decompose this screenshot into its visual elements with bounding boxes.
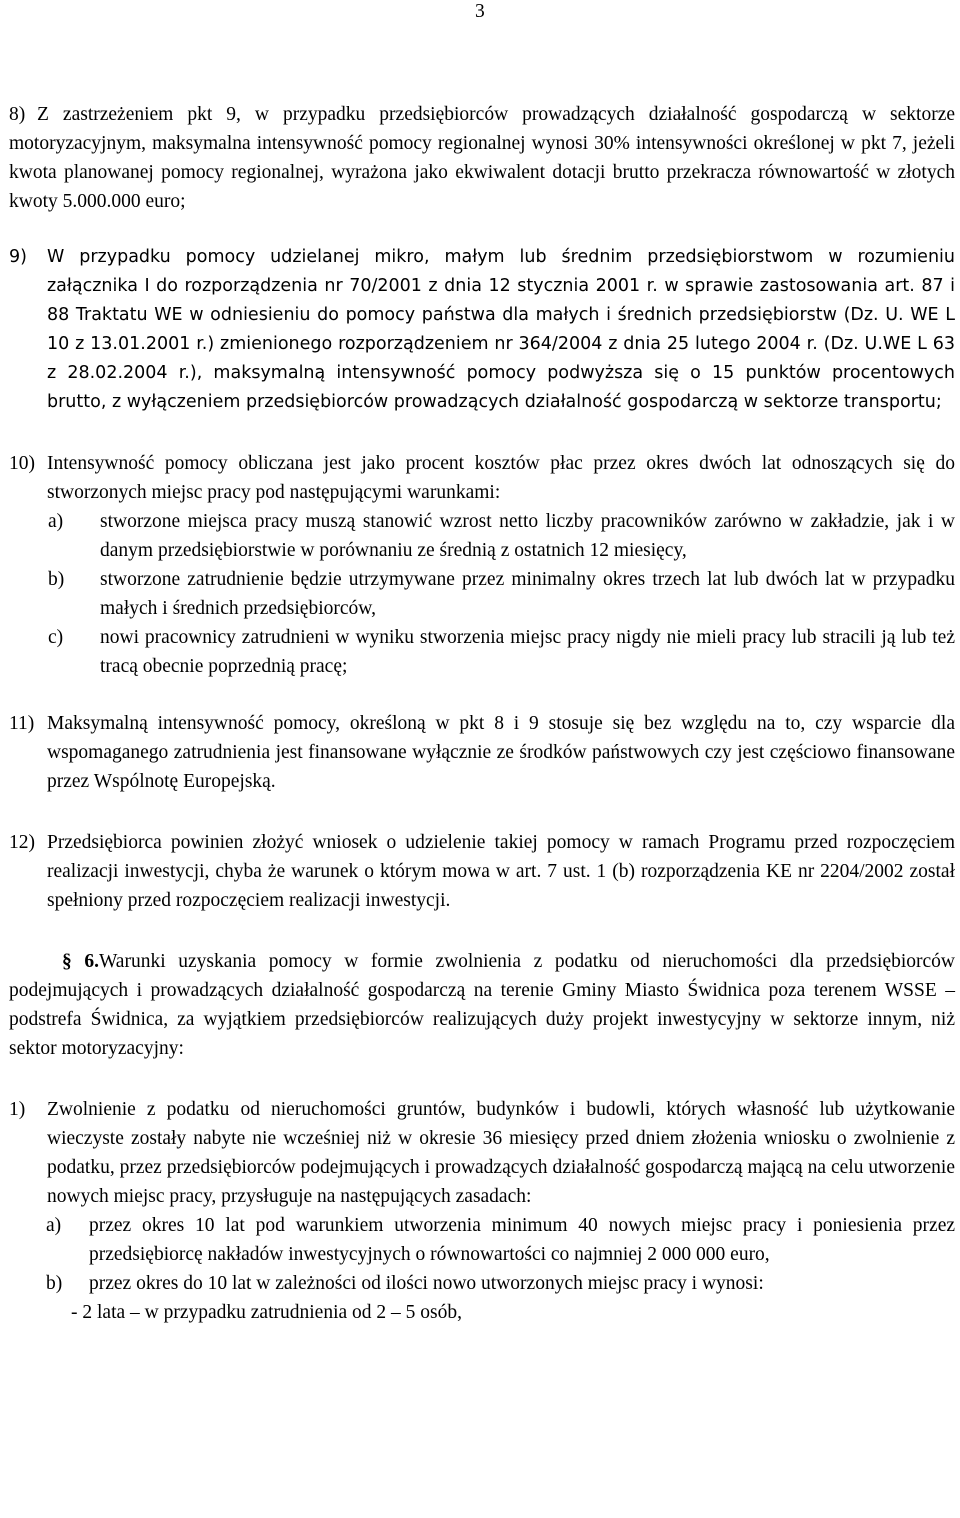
item-text: Maksymalną intensywność pomocy, określoną w pkt 8 i 9 stosuje się bez względu na to, czy wsparcie dla wspomaganego zatrudnienia jest finansowane wyłącznie ze środków państwowych czy jest częściowo finansowane przez Wspólnotę Europejską. [47,713,955,792]
subitem-b [9,565,955,623]
subitem-a [9,507,955,565]
item-10 [9,449,955,681]
subitem-text: przez okres do 10 lat w zależności od ilości nowo utworzonych miejsc pracy i wynosi: [89,1273,764,1294]
subitem-c [9,623,955,681]
dash-line: - 2 lata – w przypadku zatrudnienia od 2 – 5 osób, [71,1302,462,1323]
subitem-label: a) [46,1215,62,1236]
item-text: W przypadku pomocy udzielanej mikro, małym lub średnim przedsiębiorstwom w rozumieniu załącznika I do rozporządzenia nr 70/2001 z dnia 12 stycznia 2001 r. w sprawie zastosowania art. 87 i 88 Traktatu WE w odniesieniu do pomocy państwa dla małych i średnich przedsiębiorstw (Dz. U. WE L 10 z 13.01.2001 r.) zmienionego rozporządzeniem nr 364/2004 z dnia 25 lutego 2004 r. (Dz. U.WE L 63 z 28.02.2004 r.), maksymalną intensywność pomocy podwyższa się o 15 punktów procentowych brutto, z wyłączeniem przedsiębiorców prowadzących działalność gospodarczą w sektorze transportu; [47,247,955,412]
item-12 [9,828,955,915]
item-text: Z zastrzeżeniem pkt 9, w przypadku przedsiębiorców prowadzących działalność gospodarczą w sektorze motoryzacyjnym, maksymalna intensywność pomocy regionalnej wynosi 30% intensywności określonej w pkt 7, jeżeli kwota planowanej pomocy regionalnej, wyrażona jako ekwiwalent dotacji brutto przekracza równowartość w złotych kwoty 5.000.000 euro; [9,104,955,212]
section-6 [9,947,955,1063]
item-label: 9) [9,247,27,267]
item-9 [9,243,955,417]
subitem-label: b) [46,1273,63,1294]
subitem-label: b) [48,569,65,590]
subitem-text: stworzone zatrudnienie będzie utrzymywane przez minimalny okres trzech lat lub dwóch lat w przypadku małych i średnich przedsiębiorców, [100,569,955,619]
subitem-text: przez okres 10 lat pod warunkiem utworzenia minimum 40 nowych miejsc pracy i poniesienia przez przedsiębiorcę nakładów inwestycyjnych o równowartości co najmniej 2 000 000 euro, [89,1215,955,1265]
item-label: 1) [9,1099,26,1120]
item-text: Przedsiębiorca powinien złożyć wniosek o udzielenie takiej pomocy w ramach Programu przed rozpoczęciem realizacji inwestycji, chyba że warunek o którym mowa w art. 7 ust. 1 (b) rozporządzenia KE nr 2204/2002 został spełniony przed rozpoczęciem realizacji inwestycji. [47,832,955,911]
subitem-a [9,1211,955,1269]
page-number: 3 [475,1,485,22]
item-label: 10) [9,453,35,474]
document-body [9,100,955,1327]
subitem-label: a) [48,511,64,532]
subitem-text: stworzone miejsca pracy muszą stanowić wzrost netto liczby pracowników zarówno w zakładzie, jak i w danym przedsiębiorstwie w porównaniu ze średnią z ostatnich 12 miesięcy, [100,511,955,561]
subitem-text: nowi pracownicy zatrudnieni w wyniku stworzenia miejsc pracy nigdy nie mieli pracy lub stracili ją lub też tracą obecnie poprzednią pracę; [100,627,955,677]
subitem-label: c) [48,627,64,648]
subitem-b [9,1269,955,1298]
section-mark: § 6. [62,951,99,972]
item-label: 11) [9,713,35,734]
item-text: Intensywność pomocy obliczana jest jako procent kosztów płac przez okres dwóch lat odnoszących się do stworzonych miejsc pracy pod następującymi warunkami: [47,453,955,503]
item-text: Zwolnienie z podatku od nieruchomości gruntów, budynków i budowli, których własność lub użytkowanie wieczyste zostały nabyte nie wcześniej niż w okresie 36 miesięcy przed dniem złożenia wniosku o zwolnienie z podatku, przez przedsiębiorców podejmujących i prowadzących działalność gospodarczą mającą na celu utworzenie nowych miejsc pracy, przysługuje na następujących zasadach: [47,1099,955,1207]
section-text: Warunki uzyskania pomocy w formie zwolnienia z podatku od nieruchomości dla przedsiębiorców podejmujących i prowadzących działalność gospodarczą na terenie Gminy Miasto Świdnica poza terenem WSSE – podstrefa Świdnica, za wyjątkiem przedsiębiorców realizujących duży projekt inwestycyjny w sektorze innym, niż sektor motoryzacyjny: [9,951,956,1059]
item-8 [9,100,955,216]
item-label: 12) [9,832,35,853]
item-label: 8) [9,104,26,125]
s6-item-1 [9,1095,955,1327]
item-11 [9,709,955,796]
